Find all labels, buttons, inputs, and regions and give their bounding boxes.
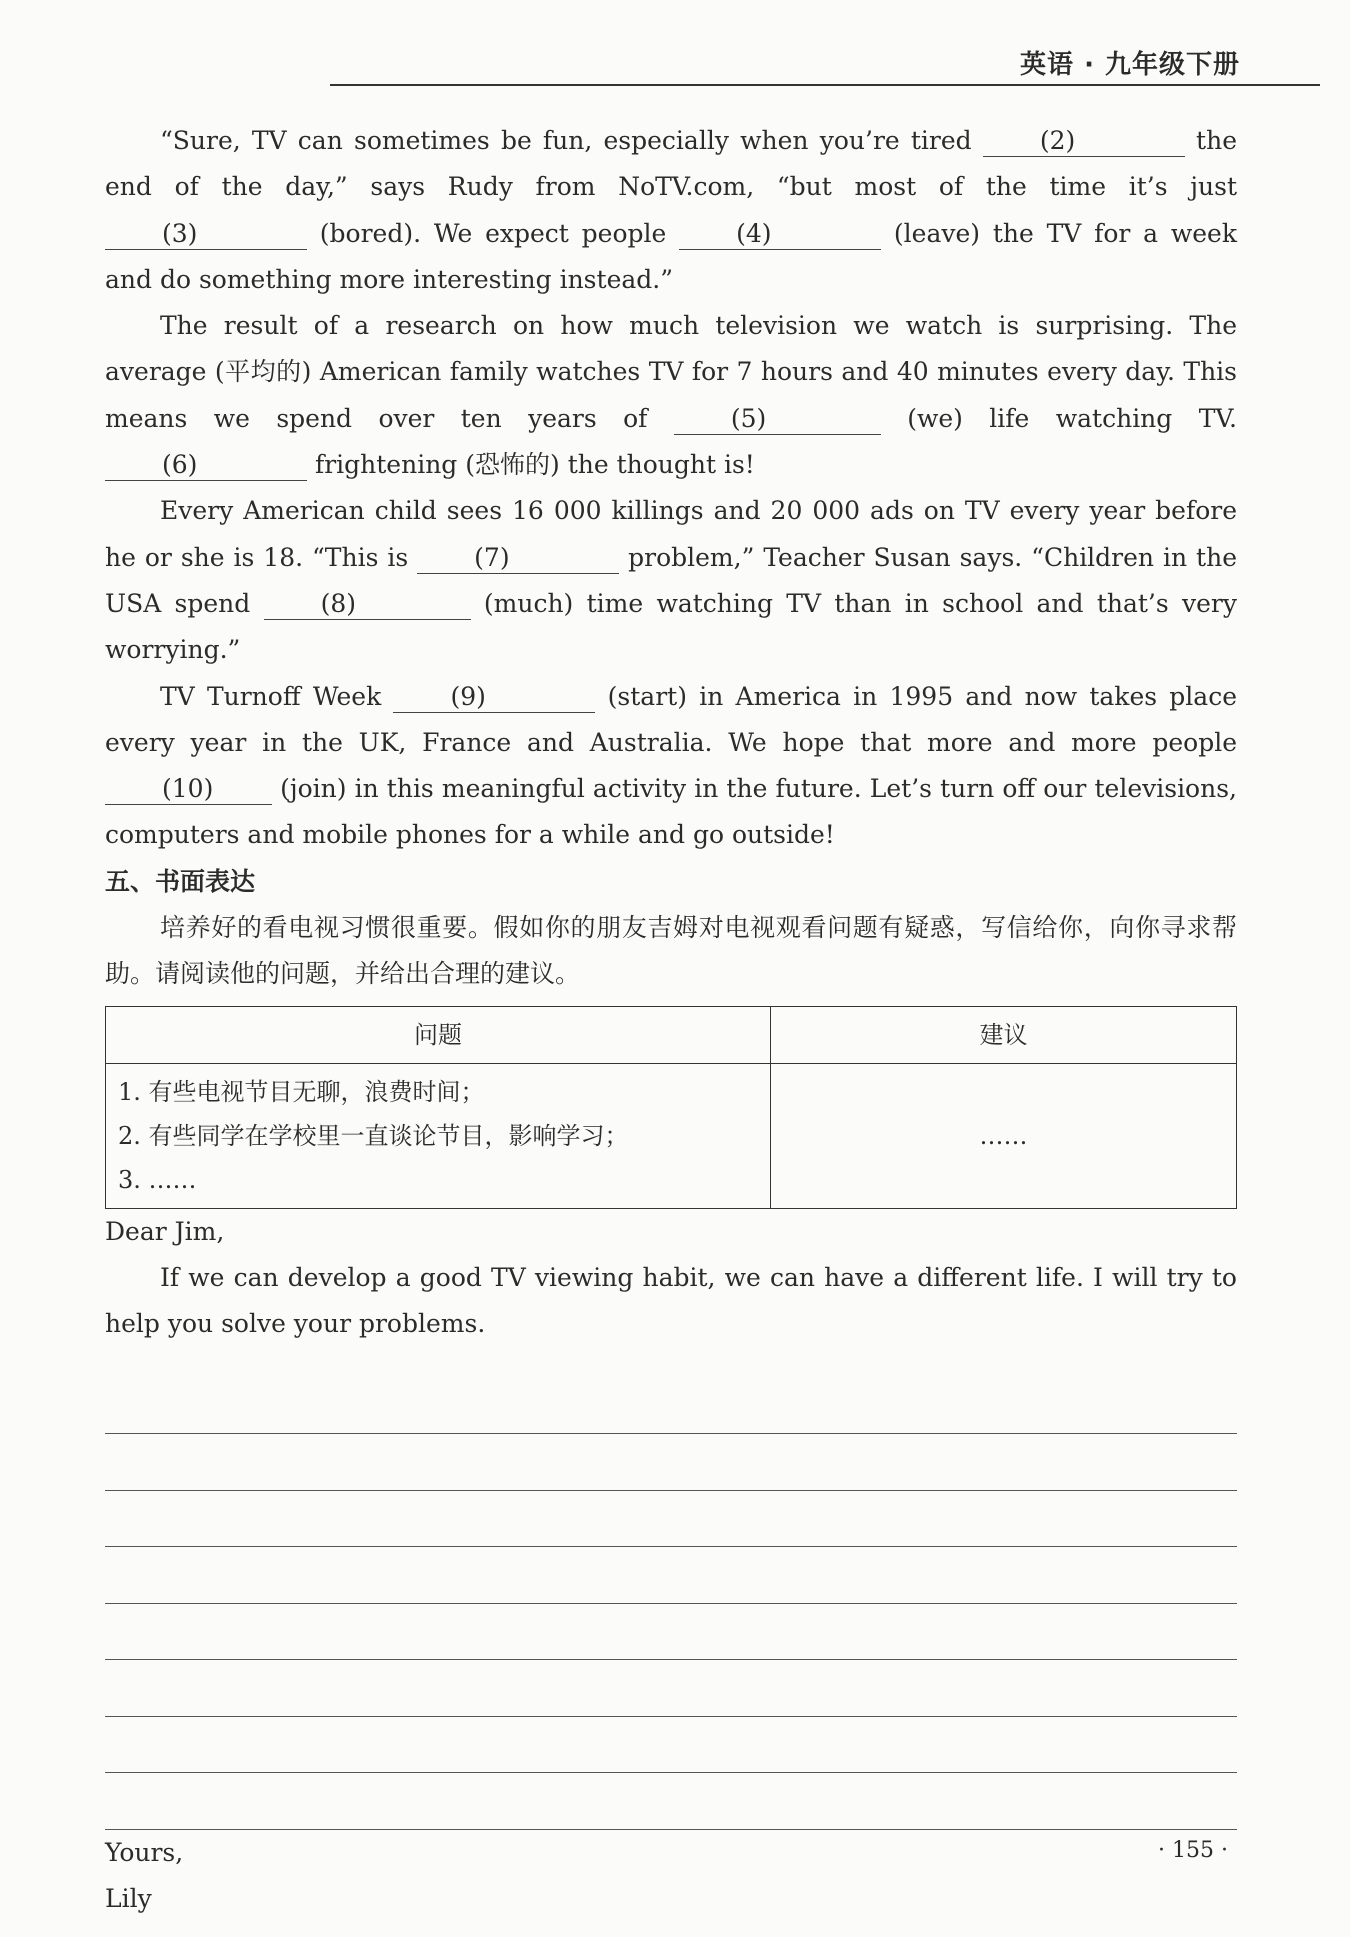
blank-5[interactable]: (5) [674,404,881,435]
writing-line[interactable] [105,1604,1237,1661]
blank-3[interactable]: (3) [105,219,307,250]
problem-item: 2. 有些同学在学校里一直谈论节目，影响学习； [118,1121,629,1150]
letter-closing: Yours, [105,1837,184,1867]
writing-lines[interactable] [105,1378,1237,1830]
problems-cell [106,1063,771,1208]
suggestion-cell: …… [771,1063,1237,1208]
text-run: (bored). We expect people [307,218,680,248]
writing-line[interactable] [105,1378,1237,1435]
letter-opening: If we can develop a good TV viewing habit, we can have a different life. I will try to help you solve your problems. [105,1262,1237,1339]
text-run: (join) in this meaningful activity in the future. Let’s turn off our televisions, computers and mobile phones for a while and go outside! [105,774,1237,850]
passage-paragraph-1 [105,118,1237,303]
problem-suggestion-table [105,1006,1237,1209]
letter-greeting: Dear Jim, [105,1216,225,1246]
letter-signature: Lily [105,1883,152,1913]
writing-line[interactable] [105,1547,1237,1604]
blank-10[interactable]: (10) [105,774,272,805]
passage-paragraph-3 [105,488,1237,673]
table-row [106,1063,1237,1208]
text-run: (leave) the TV for a week and do something more interesting instead.” [105,218,1238,294]
blank-4[interactable]: (4) [679,219,881,250]
text-run: (much) time watching TV than in school and that’s very worrying.” [105,588,1237,665]
writing-line[interactable] [105,1434,1237,1491]
section-title: 五、书面表达 [105,866,256,896]
page-number: · 155 · [1158,1838,1228,1863]
header-rule [330,84,1320,86]
text-run: (we) life watching TV. [880,403,1237,433]
blank-7[interactable]: (7) [417,543,619,574]
writing-line[interactable] [105,1660,1237,1717]
problem-item: 3. …… [118,1165,197,1194]
writing-line[interactable] [105,1717,1237,1774]
header-problems: 问题 [106,1006,771,1063]
text-run: TV Turnoff Week [160,681,394,711]
passage-paragraph-2 [105,303,1237,488]
text-run: “Sure, TV can sometimes be fun, especially when you’re tired [160,126,983,155]
text-run: frightening (恐怖的) the thought is! [307,450,755,480]
problem-item: 1. 有些电视节目无聊，浪费时间； [118,1077,485,1106]
writing-line[interactable] [105,1773,1237,1830]
header-suggestions: 建议 [771,1006,1237,1063]
text-run: The result of a research on how much television we watch is surprising. The average (平均的) American family watches TV for 7 hours and 40 minutes every day. This means we spend over ten years of [105,311,1237,433]
text-run: the end of the day,” says Rudy from NoTV.com, “but most of the time it’s just [105,126,1237,202]
text-run: Every American child sees 16 000 killings and 20 000 ads on TV every year before he or she is 18. “This is [105,496,1237,572]
blank-2[interactable]: (2) [983,126,1185,157]
writing-instruction: 培养好的看电视习惯很重要。假如你的朋友吉姆对电视观看问题有疑惑，写信给你，向你寻求帮助。请阅读他的问题，并给出合理的建议。 [105,913,1237,989]
page-header-title: 英语 · 九年级下册 [1020,50,1240,80]
passage-paragraph-4 [105,674,1237,859]
page-content [105,118,1237,1922]
blank-6[interactable]: (6) [105,450,307,481]
writing-line[interactable] [105,1491,1237,1548]
table-header-row [106,1006,1237,1063]
text-run: problem,” Teacher Susan says. “Children in the USA spend [105,542,1237,618]
blank-8[interactable]: (8) [264,589,471,620]
text-run: (start) in America in 1995 and now takes place every year in the UK, France and Australia. We hope that more and more people [105,681,1237,757]
blank-9[interactable]: (9) [393,682,595,713]
